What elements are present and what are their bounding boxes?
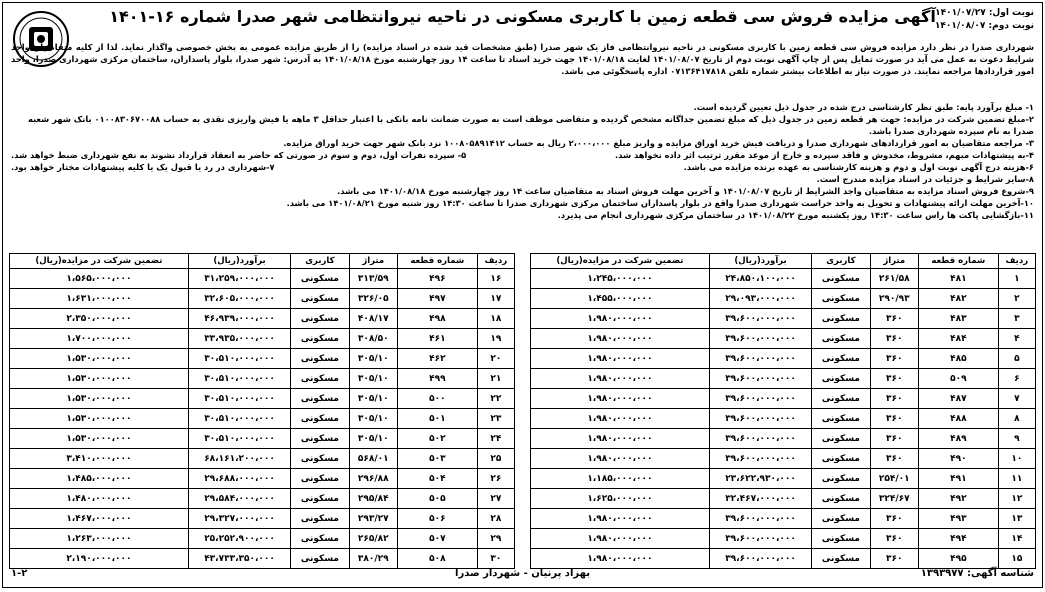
cell-estimate: ۲۹،۳۲۷،۰۰۰،۰۰۰ — [188, 509, 290, 529]
cell-plot-number: ۴۹۵ — [918, 549, 998, 569]
clause-11: ۱۱-بازگشایی پاکت ها راس ساعت ۱۴:۳۰ روز یکشنبه مورخ ۱۴۰۱/۰۸/۲۲ در ساختمان مرکزی شهرداری انجام می پذیرد. — [557, 210, 1034, 220]
cell-plot-number: ۴۹۷ — [397, 289, 477, 309]
cell-row-number: ۲۳ — [477, 409, 514, 429]
cell-estimate: ۳۰،۵۱۰،۰۰۰،۰۰۰ — [188, 349, 290, 369]
cell-usage: مسکونی — [291, 449, 349, 469]
cell-usage: مسکونی — [291, 509, 349, 529]
cell-area: ۳۶۰ — [870, 429, 918, 449]
cell-plot-number: ۴۶۱ — [397, 329, 477, 349]
cell-area: ۳۸۰/۲۹ — [349, 549, 397, 569]
cell-estimate: ۲۴،۸۵۰،۱۰۰،۰۰۰ — [709, 269, 811, 289]
cell-plot-number: ۴۸۸ — [918, 409, 998, 429]
table-row — [531, 529, 1036, 549]
cell-guarantee: ۲،۱۹۰،۰۰۰،۰۰۰ — [10, 549, 189, 569]
table-row — [531, 509, 1036, 529]
clause-8: ۸-سایر شرایط و جزئیات در اسناد مزایده مندرج است. — [816, 174, 1034, 184]
cell-row-number: ۱۸ — [477, 309, 514, 329]
cell-plot-number: ۵۰۵ — [397, 489, 477, 509]
cell-guarantee: ۱،۹۸۰،۰۰۰،۰۰۰ — [531, 549, 710, 569]
cell-row-number: ۳ — [998, 309, 1035, 329]
cell-estimate: ۳۹،۶۰۰،۰۰۰،۰۰۰ — [709, 429, 811, 449]
clause-row-6-7 — [11, 161, 1034, 173]
cell-usage: مسکونی — [291, 389, 349, 409]
cell-guarantee: ۱،۹۸۰،۰۰۰،۰۰۰ — [531, 349, 710, 369]
cell-usage: مسکونی — [812, 329, 870, 349]
cell-area: ۲۶۵/۸۲ — [349, 529, 397, 549]
header-row-number: ردیف — [998, 254, 1035, 269]
clause-7: ۷-شهرداری در رد یا قبول یک یا کلیه پیشنهادات مختار خواهد بود. — [11, 162, 275, 172]
table-row — [10, 449, 515, 469]
cell-plot-number: ۴۸۲ — [918, 289, 998, 309]
cell-guarantee: ۱،۹۸۰،۰۰۰،۰۰۰ — [531, 509, 710, 529]
table-row — [531, 489, 1036, 509]
clause-row-4-5 — [11, 149, 1034, 161]
table-row — [10, 429, 515, 449]
cell-usage: مسکونی — [812, 389, 870, 409]
cell-guarantee: ۱،۹۸۰،۰۰۰،۰۰۰ — [531, 429, 710, 449]
cell-estimate: ۲۵،۲۵۲،۹۰۰،۰۰۰ — [188, 529, 290, 549]
clause-9: ۹-شروع فروش اسناد مزایده به متقاضیان واجد الشرایط از تاریخ ۱۴۰۱/۰۸/۰۷ و آخرین مهلت فروش اسناد به متقاضیان ساعت ۱۴ روز چهارشنبه مورخ ۱۴۰۱/۰۸/۱۸ می باشد. — [337, 186, 1034, 196]
cell-row-number: ۱۵ — [998, 549, 1035, 569]
cell-estimate: ۳۹،۶۰۰،۰۰۰،۰۰۰ — [709, 329, 811, 349]
footer — [11, 568, 1034, 584]
cell-guarantee: ۱،۵۶۵،۰۰۰،۰۰۰ — [10, 269, 189, 289]
header-guarantee: تضمین شرکت در مزایده(ریال) — [531, 254, 710, 269]
cell-area: ۳۰۸/۵۰ — [349, 329, 397, 349]
cell-guarantee: ۱،۵۳۰،۰۰۰،۰۰۰ — [10, 389, 189, 409]
cell-usage: مسکونی — [291, 409, 349, 429]
table-row — [10, 309, 515, 329]
cell-area: ۳۰۵/۱۰ — [349, 349, 397, 369]
cell-usage: مسکونی — [291, 369, 349, 389]
cell-plot-number: ۵۰۱ — [397, 409, 477, 429]
cell-area: ۳۶۰ — [870, 309, 918, 329]
clause-6: ۶-هزینه درج آگهی نوبت اول و دوم و هزینه کارشناسی به عهده برنده مزایده می باشد. — [683, 162, 1034, 172]
cell-plot-number: ۵۰۹ — [918, 369, 998, 389]
cell-usage: مسکونی — [291, 489, 349, 509]
cell-estimate: ۳۹،۶۰۰،۰۰۰،۰۰۰ — [709, 409, 811, 429]
cell-area: ۲۹۳/۲۷ — [349, 509, 397, 529]
cell-plot-number: ۵۰۴ — [397, 469, 477, 489]
cell-row-number: ۱۴ — [998, 529, 1035, 549]
cell-plot-number: ۴۸۹ — [918, 429, 998, 449]
cell-row-number: ۷ — [998, 389, 1035, 409]
cell-estimate: ۳۹،۶۰۰،۰۰۰،۰۰۰ — [709, 529, 811, 549]
table-header-row — [10, 254, 515, 269]
header-plot-number: شماره قطعه — [918, 254, 998, 269]
cell-guarantee: ۱،۶۲۵،۰۰۰،۰۰۰ — [531, 489, 710, 509]
cell-area: ۳۶۰ — [870, 549, 918, 569]
cell-usage: مسکونی — [812, 429, 870, 449]
publication-dates — [935, 7, 1034, 33]
header-guarantee: تضمین شرکت در مزایده(ریال) — [10, 254, 189, 269]
clause-2: ۲-مبلغ تضمین شرکت در مزایده: جهت هر قطعه زمین در جدول ذیل که مبلغ تضمین جداگانه مشخص گردیده و متقاضی موظف است به صورت ضمانت نامه بانکی با اعتبار حداقل ۳ ماهه یا فیش واریزی نقدی به حساب ۰۱۰۰۸۳۰۶۷۰۰۸۸ بانک شهر شعبه صدرا به نام سپرده شهرداری صدرا باشد. — [27, 114, 1034, 136]
cell-row-number: ۱۳ — [998, 509, 1035, 529]
table-row — [531, 349, 1036, 369]
cell-plot-number: ۴۸۱ — [918, 269, 998, 289]
cell-usage: مسکونی — [812, 309, 870, 329]
cell-estimate: ۳۹،۶۰۰،۰۰۰،۰۰۰ — [709, 449, 811, 469]
cell-guarantee: ۱،۵۳۰،۰۰۰،۰۰۰ — [10, 349, 189, 369]
page-number: ۱-۲ — [11, 568, 28, 579]
table-row — [10, 289, 515, 309]
table-row — [531, 449, 1036, 469]
cell-plot-number: ۵۰۷ — [397, 529, 477, 549]
cell-guarantee: ۱،۵۳۰،۰۰۰،۰۰۰ — [10, 369, 189, 389]
cell-plot-number: ۵۰۳ — [397, 449, 477, 469]
cell-area: ۳۰۵/۱۰ — [349, 389, 397, 409]
cell-plot-number: ۴۸۵ — [918, 349, 998, 369]
cell-area: ۳۶۰ — [870, 389, 918, 409]
cell-estimate: ۳۰،۵۱۰،۰۰۰،۰۰۰ — [188, 389, 290, 409]
cell-row-number: ۱۰ — [998, 449, 1035, 469]
table-row — [10, 409, 515, 429]
cell-plot-number: ۴۹۶ — [397, 269, 477, 289]
cell-guarantee: ۱،۹۸۰،۰۰۰،۰۰۰ — [531, 369, 710, 389]
cell-area: ۳۶۰ — [870, 529, 918, 549]
auction-notice — [2, 2, 1043, 588]
cell-estimate: ۳۲،۶۰۵،۰۰۰،۰۰۰ — [188, 289, 290, 309]
table-row — [10, 369, 515, 389]
cell-estimate: ۳۹،۶۰۰،۰۰۰،۰۰۰ — [709, 509, 811, 529]
cell-guarantee: ۱،۹۸۰،۰۰۰،۰۰۰ — [531, 449, 710, 469]
cell-area: ۳۰۵/۱۰ — [349, 429, 397, 449]
cell-guarantee: ۱،۹۸۰،۰۰۰،۰۰۰ — [531, 329, 710, 349]
cell-plot-number: ۵۰۰ — [397, 389, 477, 409]
cell-row-number: ۹ — [998, 429, 1035, 449]
cell-plot-number: ۵۰۶ — [397, 509, 477, 529]
cell-usage: مسکونی — [291, 429, 349, 449]
header-row-number: ردیف — [477, 254, 514, 269]
cell-estimate: ۲۹،۰۹۳،۰۰۰،۰۰۰ — [709, 289, 811, 309]
cell-area: ۳۶۰ — [870, 409, 918, 429]
cell-row-number: ۱۱ — [998, 469, 1035, 489]
cell-usage: مسکونی — [812, 529, 870, 549]
cell-row-number: ۵ — [998, 349, 1035, 369]
clause-10: ۱۰-آخرین مهلت ارائه پیشنهادات و تحویل به واحد حراست شهرداری صدرا واقع در بلوار پاسداران ساختمان مرکزی شهرداری صدرا تا ساعت ۱۴:۳۰ روز شنبه مورخ ۱۴۰۱/۰۸/۲۱ می باشد. — [286, 198, 1034, 208]
cell-usage: مسکونی — [291, 349, 349, 369]
notice-title: آگهی مزایده فروش سی قطعه زمین با کاربری مسکونی در ناحیه نیروانتظامی شهر صدرا شماره ۱۶-۱۴۰۱ — [109, 7, 936, 26]
cell-plot-number: ۴۶۲ — [397, 349, 477, 369]
table-row — [10, 549, 515, 569]
cell-estimate: ۳۹،۶۰۰،۰۰۰،۰۰۰ — [709, 549, 811, 569]
cell-estimate: ۳۹،۶۰۰،۰۰۰،۰۰۰ — [709, 309, 811, 329]
cell-usage: مسکونی — [291, 329, 349, 349]
table-row — [10, 489, 515, 509]
cell-area: ۳۶۰ — [870, 329, 918, 349]
cell-row-number: ۳۰ — [477, 549, 514, 569]
intro-paragraph: شهرداری صدرا در نظر دارد مزایده فروش سی قطعه زمین با کاربری مسکونی در ناحیه نیروانتظامی فاز یک شهر صدرا (طبق مشخصات قید شده در اسناد مزایده) را از طریق مزایده عمومی به بخش خصوصی واگذار نماید. لذا از کلیه متقاضیان واجد شرایط دعوت به عمل می آید در صورت تمایل پس از چاپ آگهی نوبت دوم از تاریخ ۱۴۰۱/۰۸/۰۷ لغایت ۱۴۰۱/۰۸/۱۸ جهت خرید اسناد تا ساعت ۱۴ روز چهارشنبه مورخ ۱۴۰۱/۰۸/۱۸ به آدرس: شهر صدرا، بلوار پاسداران، ساختمان مرکزی شهرداری صدرا، واحد امور قراردادها مراجعه نمایند. در صورت نیاز به اطلاعات بیشتر شماره تلفن ۰۷۱۳۶۴۱۷۸۱۸ اداره پاسخگوئی می باشد. — [11, 42, 1035, 76]
cell-row-number: ۲۹ — [477, 529, 514, 549]
table-row — [531, 429, 1036, 449]
table-row — [10, 529, 515, 549]
cell-plot-number: ۴۹۹ — [397, 369, 477, 389]
ad-id: شناسه آگهی: ۱۳۹۳۹۷۷ — [920, 568, 1034, 579]
cell-area: ۳۰۵/۱۰ — [349, 369, 397, 389]
cell-estimate: ۳۰،۵۱۰،۰۰۰،۰۰۰ — [188, 409, 290, 429]
clause-1: ۱- مبلغ برآورد پایه: طبق نظر کارشناسی درج شده در جدول ذیل تعیین گردیده است. — [693, 102, 1034, 112]
cell-row-number: ۱ — [998, 269, 1035, 289]
table-row — [10, 349, 515, 369]
cell-estimate: ۴۳،۷۳۳،۳۵۰،۰۰۰ — [188, 549, 290, 569]
cell-estimate: ۳۹،۶۰۰،۰۰۰،۰۰۰ — [709, 389, 811, 409]
cell-plot-number: ۴۹۲ — [918, 489, 998, 509]
table-row — [10, 469, 515, 489]
cell-guarantee: ۱،۲۴۵،۰۰۰،۰۰۰ — [531, 269, 710, 289]
cell-usage: مسکونی — [291, 469, 349, 489]
cell-guarantee: ۱،۴۶۷،۰۰۰،۰۰۰ — [10, 509, 189, 529]
cell-guarantee: ۱،۹۸۰،۰۰۰،۰۰۰ — [531, 309, 710, 329]
cell-area: ۳۶۰ — [870, 509, 918, 529]
cell-row-number: ۴ — [998, 329, 1035, 349]
cell-area: ۵۶۸/۰۱ — [349, 449, 397, 469]
conditions-list — [11, 101, 1034, 221]
cell-guarantee: ۱،۲۶۳،۰۰۰،۰۰۰ — [10, 529, 189, 549]
table-row — [10, 389, 515, 409]
table-row — [531, 309, 1036, 329]
cell-row-number: ۱۹ — [477, 329, 514, 349]
header-estimate: برآورد(ریال) — [188, 254, 290, 269]
cell-area: ۳۶۰ — [870, 369, 918, 389]
cell-plot-number: ۵۰۲ — [397, 429, 477, 449]
cell-estimate: ۳۰،۵۱۰،۰۰۰،۰۰۰ — [188, 429, 290, 449]
cell-guarantee: ۱،۱۸۵،۰۰۰،۰۰۰ — [531, 469, 710, 489]
cell-plot-number: ۴۸۴ — [918, 329, 998, 349]
table-row — [10, 329, 515, 349]
cell-usage: مسکونی — [812, 469, 870, 489]
cell-usage: مسکونی — [812, 489, 870, 509]
header-usage: کاربری — [291, 254, 349, 269]
cell-usage: مسکونی — [291, 309, 349, 329]
cell-area: ۳۶۰ — [870, 449, 918, 469]
cell-row-number: ۱۲ — [998, 489, 1035, 509]
cell-usage: مسکونی — [291, 549, 349, 569]
cell-area: ۳۰۵/۱۰ — [349, 409, 397, 429]
table-row — [531, 389, 1036, 409]
cell-usage: مسکونی — [812, 289, 870, 309]
cell-usage: مسکونی — [812, 409, 870, 429]
cell-area: ۲۹۵/۸۴ — [349, 489, 397, 509]
table-row — [531, 329, 1036, 349]
cell-estimate: ۲۹،۶۸۸،۰۰۰،۰۰۰ — [188, 469, 290, 489]
cell-row-number: ۲۶ — [477, 469, 514, 489]
header-plot-number: شماره قطعه — [397, 254, 477, 269]
cell-row-number: ۲۰ — [477, 349, 514, 369]
cell-usage: مسکونی — [812, 369, 870, 389]
cell-usage: مسکونی — [812, 269, 870, 289]
cell-plot-number: ۴۹۳ — [918, 509, 998, 529]
cell-row-number: ۲۵ — [477, 449, 514, 469]
table-row — [531, 369, 1036, 389]
table-row — [10, 269, 515, 289]
table-row — [531, 409, 1036, 429]
cell-row-number: ۲۴ — [477, 429, 514, 449]
table-row — [531, 469, 1036, 489]
cell-area: ۲۹۰/۹۳ — [870, 289, 918, 309]
header-area: متراژ — [870, 254, 918, 269]
cell-estimate: ۳۲،۴۶۷،۰۰۰،۰۰۰ — [709, 489, 811, 509]
cell-row-number: ۶ — [998, 369, 1035, 389]
header-usage: کاربری — [812, 254, 870, 269]
cell-estimate: ۳۹،۶۰۰،۰۰۰،۰۰۰ — [709, 349, 811, 369]
signatory: بهزاد پرنیان - شهردار صدرا — [455, 568, 590, 579]
cell-guarantee: ۱،۶۳۱،۰۰۰،۰۰۰ — [10, 289, 189, 309]
cell-row-number: ۱۶ — [477, 269, 514, 289]
cell-guarantee: ۱،۹۸۰،۰۰۰،۰۰۰ — [531, 389, 710, 409]
cell-estimate: ۴۶،۹۳۹،۰۰۰،۰۰۰ — [188, 309, 290, 329]
cell-row-number: ۲۸ — [477, 509, 514, 529]
cell-row-number: ۱۷ — [477, 289, 514, 309]
cell-plot-number: ۴۹۰ — [918, 449, 998, 469]
table-row — [531, 289, 1036, 309]
cell-usage: مسکونی — [812, 349, 870, 369]
cell-usage: مسکونی — [812, 449, 870, 469]
table-row — [531, 549, 1036, 569]
cell-guarantee: ۱،۷۰۰،۰۰۰،۰۰۰ — [10, 329, 189, 349]
cell-guarantee: ۱،۵۳۰،۰۰۰،۰۰۰ — [10, 409, 189, 429]
table-row — [531, 269, 1036, 289]
cell-estimate: ۳۳،۹۳۵،۰۰۰،۰۰۰ — [188, 329, 290, 349]
cell-guarantee: ۱،۵۳۰،۰۰۰،۰۰۰ — [10, 429, 189, 449]
plots-table-right — [530, 253, 1036, 569]
cell-plot-number: ۴۹۱ — [918, 469, 998, 489]
cell-area: ۲۵۴/۰۱ — [870, 469, 918, 489]
cell-row-number: ۲۷ — [477, 489, 514, 509]
cell-area: ۳۶۰ — [870, 349, 918, 369]
plots-table-left — [9, 253, 515, 569]
table-row — [10, 509, 515, 529]
cell-area: ۴۰۸/۱۷ — [349, 309, 397, 329]
clause-4: ۴-به پیشنهادات مبهم، مشروط، مخدوش و فاقد سپرده و خارج از موعد مقرر ترتیب اثر داده نخواهد شد. — [615, 150, 1034, 160]
cell-area: ۳۲۶/۰۵ — [349, 289, 397, 309]
cell-estimate: ۳۹،۶۰۰،۰۰۰،۰۰۰ — [709, 369, 811, 389]
cell-estimate: ۶۸،۱۶۱،۲۰۰،۰۰۰ — [188, 449, 290, 469]
cell-plot-number: ۵۰۸ — [397, 549, 477, 569]
cell-guarantee: ۱،۹۸۰،۰۰۰،۰۰۰ — [531, 529, 710, 549]
first-publication-date: نوبت اول: ۱۴۰۱/۰۷/۲۷ — [935, 8, 1034, 18]
cell-usage: مسکونی — [291, 289, 349, 309]
cell-guarantee: ۱،۹۸۰،۰۰۰،۰۰۰ — [531, 409, 710, 429]
cell-row-number: ۲۲ — [477, 389, 514, 409]
header-estimate: برآورد(ریال) — [709, 254, 811, 269]
header-area: متراژ — [349, 254, 397, 269]
cell-plot-number: ۴۹۸ — [397, 309, 477, 329]
cell-guarantee: ۱،۴۸۰،۰۰۰،۰۰۰ — [10, 489, 189, 509]
cell-usage: مسکونی — [291, 529, 349, 549]
cell-area: ۲۹۶/۸۸ — [349, 469, 397, 489]
cell-plot-number: ۴۸۷ — [918, 389, 998, 409]
cell-usage: مسکونی — [812, 509, 870, 529]
cell-area: ۲۶۱/۵۸ — [870, 269, 918, 289]
cell-plot-number: ۴۸۳ — [918, 309, 998, 329]
cell-area: ۳۱۳/۵۹ — [349, 269, 397, 289]
cell-guarantee: ۱،۴۸۵،۰۰۰،۰۰۰ — [10, 469, 189, 489]
second-publication-date: نوبت دوم: ۱۴۰۱/۰۸/۰۷ — [934, 21, 1034, 31]
cell-estimate: ۳۱،۲۵۹،۰۰۰،۰۰۰ — [188, 269, 290, 289]
cell-usage: مسکونی — [812, 549, 870, 569]
cell-estimate: ۲۳،۶۲۲،۹۳۰،۰۰۰ — [709, 469, 811, 489]
cell-plot-number: ۴۹۴ — [918, 529, 998, 549]
cell-usage: مسکونی — [291, 269, 349, 289]
cell-estimate: ۳۰،۵۱۰،۰۰۰،۰۰۰ — [188, 369, 290, 389]
cell-guarantee: ۱،۴۵۵،۰۰۰،۰۰۰ — [531, 289, 710, 309]
clause-3: ۳- مراجعه متقاضیان به امور قراردادهای شهرداری صدرا و دریافت فیش خرید اوراق مزایده و واریز مبلغ ۲،۰۰۰،۰۰۰ ریال به حساب ۱۰۰۸۰۵۸۹۱۴۱۲ نزد بانک شهر جهت خرید اوراق مزایده. — [283, 138, 1034, 148]
cell-estimate: ۲۹،۵۸۴،۰۰۰،۰۰۰ — [188, 489, 290, 509]
cell-guarantee: ۲،۳۵۰،۰۰۰،۰۰۰ — [10, 309, 189, 329]
table-header-row — [531, 254, 1036, 269]
cell-area: ۳۲۴/۶۷ — [870, 489, 918, 509]
cell-row-number: ۲۱ — [477, 369, 514, 389]
cell-guarantee: ۳،۴۱۰،۰۰۰،۰۰۰ — [10, 449, 189, 469]
cell-row-number: ۸ — [998, 409, 1035, 429]
cell-row-number: ۲ — [998, 289, 1035, 309]
clause-5: ۵- سپرده نفرات اول، دوم و سوم در صورتی که حاضر به انعقاد قرارداد نشوند به نفع شهرداری ضبط خواهد شد. — [11, 150, 467, 160]
